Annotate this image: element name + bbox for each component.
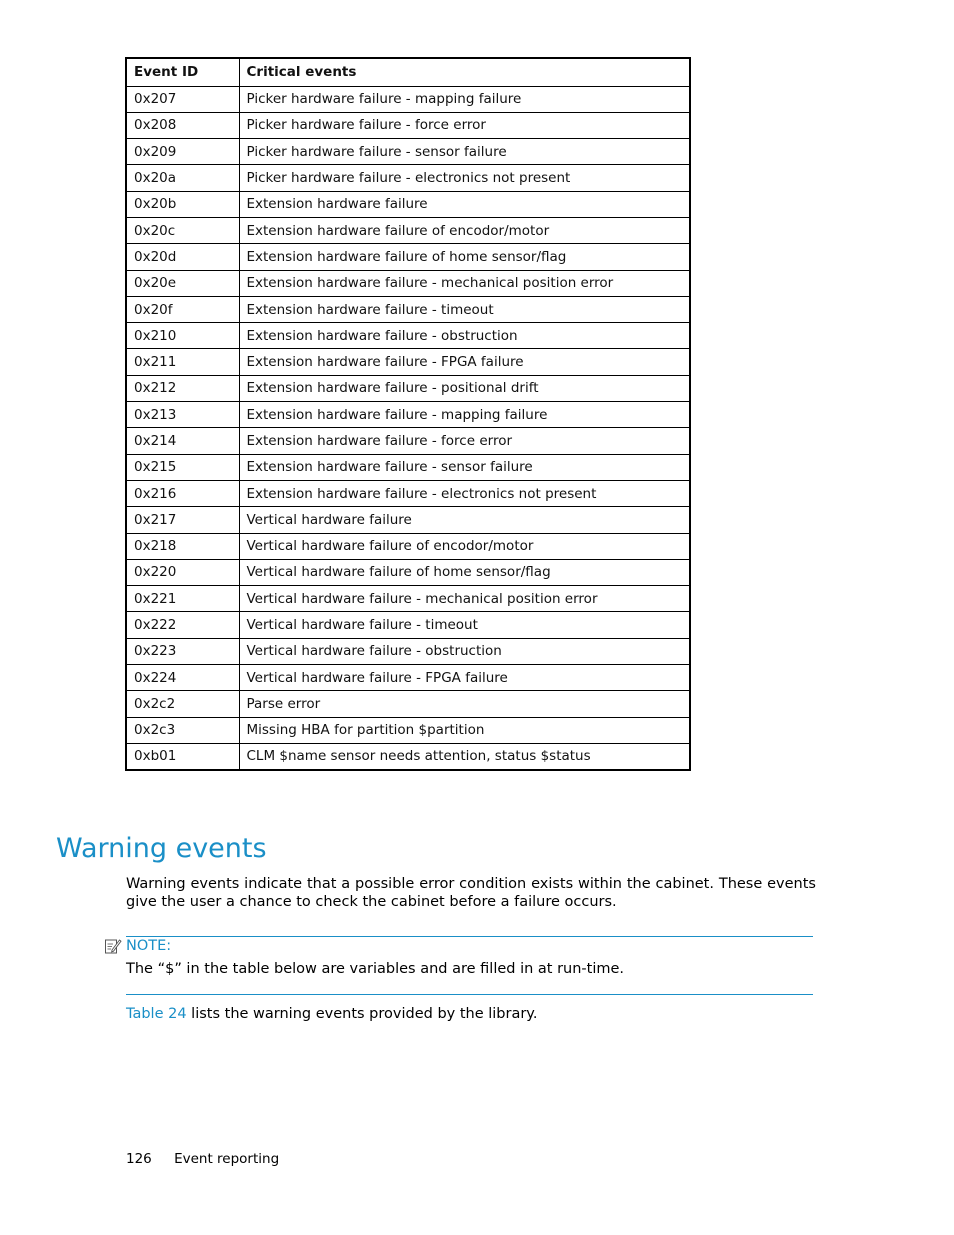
note-bottom-rule: [126, 994, 813, 995]
note-top-rule: [126, 936, 813, 937]
event-id-cell: 0x210: [126, 323, 239, 349]
table-row: [126, 375, 690, 401]
event-description-cell: Extension hardware failure - timeout: [239, 296, 690, 322]
event-id-cell: 0x220: [126, 559, 239, 585]
table-row: [126, 533, 690, 559]
table-body: [126, 86, 690, 770]
event-id-cell: 0x212: [126, 375, 239, 401]
event-id-cell: 0x2c2: [126, 691, 239, 717]
table-row: [126, 428, 690, 454]
note-label-text: NOTE:: [126, 938, 172, 954]
event-id-cell: 0x224: [126, 665, 239, 691]
event-description-cell: Picker hardware failure - mapping failure: [239, 86, 690, 112]
event-id-cell: 0x20d: [126, 244, 239, 270]
event-id-cell: 0x209: [126, 139, 239, 165]
event-id-cell: 0x217: [126, 507, 239, 533]
event-id-cell: 0x216: [126, 480, 239, 506]
event-id-cell: 0x207: [126, 86, 239, 112]
event-description-cell: Extension hardware failure - obstruction: [239, 323, 690, 349]
section-title: Warning events: [56, 833, 267, 864]
table-row: [126, 507, 690, 533]
event-description-cell: Vertical hardware failure: [239, 507, 690, 533]
event-id-cell: 0xb01: [126, 743, 239, 769]
event-id-cell: 0x20e: [126, 270, 239, 296]
event-id-cell: 0x223: [126, 638, 239, 664]
event-id-cell: 0x208: [126, 112, 239, 138]
table-row: [126, 454, 690, 480]
page-number: 126: [126, 1151, 152, 1167]
event-description-cell: Vertical hardware failure - timeout: [239, 612, 690, 638]
event-id-cell: 0x20f: [126, 296, 239, 322]
table-row: [126, 270, 690, 296]
table-row: [126, 244, 690, 270]
table-reference-paragraph: [126, 1006, 537, 1022]
table-reference-text: lists the warning events provided by the library.: [186, 1006, 538, 1022]
intro-paragraph: Warning events indicate that a possible error condition exists within the cabinet. These events give the user a chance to check the cabinet before a failure occurs.: [126, 876, 816, 910]
table-row: [126, 691, 690, 717]
event-description-cell: CLM $name sensor needs attention, status $status: [239, 743, 690, 769]
table-row: [126, 638, 690, 664]
event-id-cell: 0x214: [126, 428, 239, 454]
table-row: [126, 165, 690, 191]
table-row: [126, 717, 690, 743]
event-id-cell: 0x222: [126, 612, 239, 638]
event-description-cell: Parse error: [239, 691, 690, 717]
event-description-cell: Extension hardware failure - force error: [239, 428, 690, 454]
event-id-cell: 0x218: [126, 533, 239, 559]
table-row: [126, 349, 690, 375]
event-description-cell: Vertical hardware failure of encodor/motor: [239, 533, 690, 559]
event-description-cell: Vertical hardware failure - mechanical position error: [239, 586, 690, 612]
event-description-cell: Extension hardware failure - positional drift: [239, 375, 690, 401]
table-row: [126, 559, 690, 585]
footer-section-title: Event reporting: [174, 1151, 280, 1167]
event-description-cell: Vertical hardware failure of home sensor/flag: [239, 559, 690, 585]
event-description-cell: Extension hardware failure - sensor failure: [239, 454, 690, 480]
event-description-cell: Extension hardware failure of encodor/motor: [239, 217, 690, 243]
event-description-cell: Vertical hardware failure - obstruction: [239, 638, 690, 664]
critical-events-table: [125, 57, 691, 771]
event-id-cell: 0x20c: [126, 217, 239, 243]
header-critical-events: Critical events: [239, 58, 690, 86]
table-row: [126, 296, 690, 322]
event-description-cell: Extension hardware failure: [239, 191, 690, 217]
table-row: [126, 665, 690, 691]
table-row: [126, 112, 690, 138]
header-event-id: Event ID: [126, 58, 239, 86]
note-text: The “$” in the table below are variables and are filled in at run-time.: [126, 961, 625, 977]
event-id-cell: 0x215: [126, 454, 239, 480]
event-id-cell: 0x213: [126, 402, 239, 428]
table-row: [126, 86, 690, 112]
event-id-cell: 0x221: [126, 586, 239, 612]
table-row: [126, 586, 690, 612]
event-id-cell: 0x2c3: [126, 717, 239, 743]
event-description-cell: Picker hardware failure - sensor failure: [239, 139, 690, 165]
table-row: [126, 191, 690, 217]
table-row: [126, 217, 690, 243]
table-row: [126, 480, 690, 506]
table-row: [126, 139, 690, 165]
event-id-cell: 0x20b: [126, 191, 239, 217]
event-description-cell: Extension hardware failure - mapping failure: [239, 402, 690, 428]
table-24-link[interactable]: Table 24: [126, 1006, 187, 1022]
note-pencil-icon: [104, 937, 122, 955]
event-description-cell: Extension hardware failure - FPGA failure: [239, 349, 690, 375]
table-row: [126, 612, 690, 638]
event-description-cell: Vertical hardware failure - FPGA failure: [239, 665, 690, 691]
table-row: [126, 323, 690, 349]
event-description-cell: Extension hardware failure - mechanical position error: [239, 270, 690, 296]
table-row: [126, 743, 690, 769]
event-description-cell: Picker hardware failure - electronics not present: [239, 165, 690, 191]
table-header-row: [126, 58, 690, 86]
event-description-cell: Extension hardware failure - electronics not present: [239, 480, 690, 506]
event-description-cell: Extension hardware failure of home sensor/flag: [239, 244, 690, 270]
page-footer: [126, 1151, 279, 1167]
note-label: [104, 937, 171, 955]
event-id-cell: 0x20a: [126, 165, 239, 191]
table-row: [126, 402, 690, 428]
event-description-cell: Picker hardware failure - force error: [239, 112, 690, 138]
event-id-cell: 0x211: [126, 349, 239, 375]
event-description-cell: Missing HBA for partition $partition: [239, 717, 690, 743]
